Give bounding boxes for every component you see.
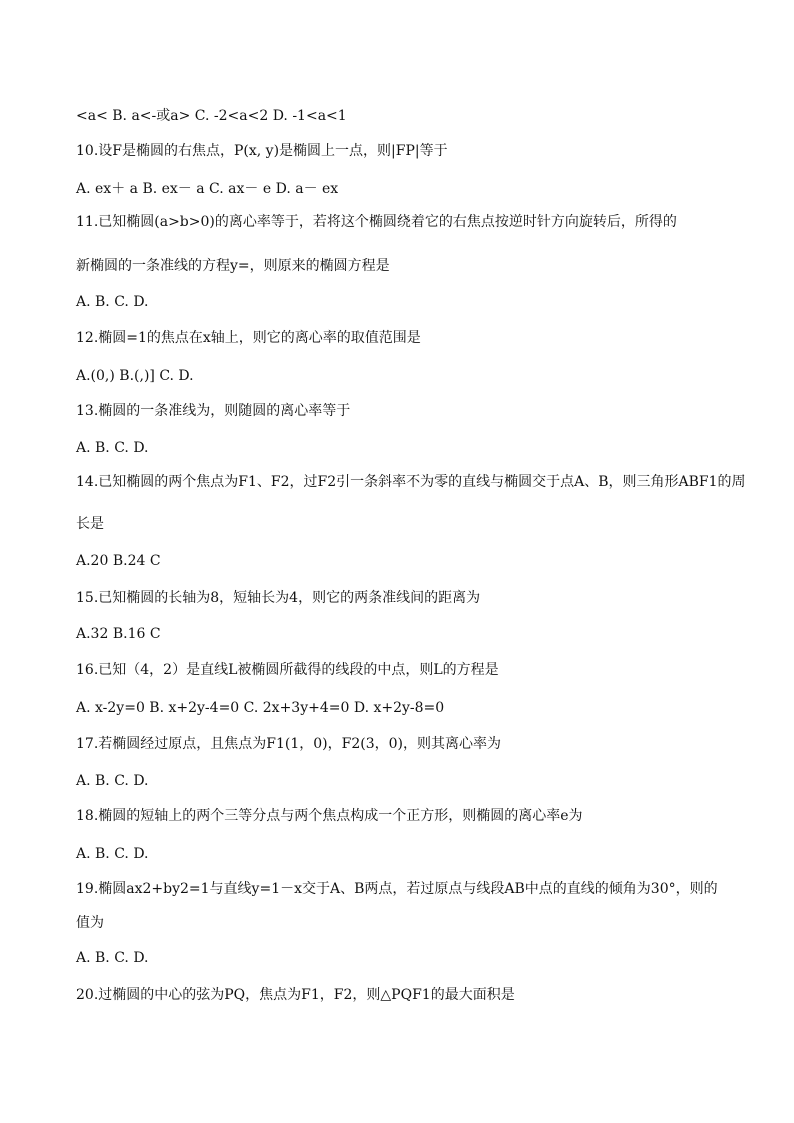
answer-options-line: A. B. C. D.	[76, 440, 149, 456]
answer-options-line: A. B. C. D.	[76, 950, 149, 966]
answer-options-line: A. ex＋ a B. ex－ a C. ax－ e D. a－ ex	[76, 181, 339, 197]
answer-options-line: A.(0,) B.(,)] C. D.	[76, 368, 194, 384]
question-13: 13.椭圆的一条准线为，则随圆的离心率等于	[76, 403, 351, 419]
answer-options-line: A. B. C. D.	[76, 294, 149, 310]
question-19: 19.椭圆ax2+by2=1与直线y=1－x交于A、B两点，若过原点与线段AB中点的直线的倾角为30°，则的	[76, 881, 718, 897]
answer-options-line: A.20 B.24 C	[76, 553, 161, 569]
question-14-continued: 长是	[76, 516, 104, 532]
answer-options-line: <a< B. a<-或a> C. -2<a<2 D. -1<a<1	[76, 108, 347, 124]
question-11: 11.已知椭圆(a>b>0)的离心率等于，若将这个椭圆绕着它的右焦点按逆时针方向旋转后，所得的	[76, 214, 677, 230]
question-18: 18.椭圆的短轴上的两个三等分点与两个焦点构成一个正方形，则椭圆的离心率e为	[76, 808, 583, 824]
question-20: 20.过椭圆的中心的弦为PQ，焦点为F1，F2，则△PQF1的最大面积是	[76, 987, 515, 1003]
question-15: 15.已知椭圆的长轴为8，短轴长为4，则它的两条准线间的距离为	[76, 590, 481, 606]
question-10: 10.设F是椭圆的右焦点，P(x, y)是椭圆上一点，则|FP|等于	[76, 143, 448, 159]
question-19-continued: 值为	[76, 915, 104, 931]
answer-options-line: A.32 B.16 C	[76, 626, 161, 642]
answer-options-line: A. x-2y=0 B. x+2y-4=0 C. 2x+3y+4=0 D. x+2y-8=0	[76, 700, 445, 716]
question-17: 17.若椭圆经过原点，且焦点为F1(1，0)，F2(3，0)，则其离心率为	[76, 736, 501, 752]
answer-options-line: A. B. C. D.	[76, 846, 149, 862]
question-16: 16.已知（4，2）是直线L被椭圆所截得的线段的中点，则L的方程是	[76, 662, 499, 678]
question-14: 14.已知椭圆的两个焦点为F1、F2，过F2引一条斜率不为零的直线与椭圆交于点A、B，则三角形ABF1的周	[76, 474, 746, 490]
question-11-continued: 新椭圆的一条准线的方程y=，则原来的椭圆方程是	[76, 258, 390, 274]
answer-options-line: A. B. C. D.	[76, 773, 149, 789]
question-12: 12.椭圆=1的焦点在x轴上，则它的离心率的取值范围是	[76, 330, 421, 346]
